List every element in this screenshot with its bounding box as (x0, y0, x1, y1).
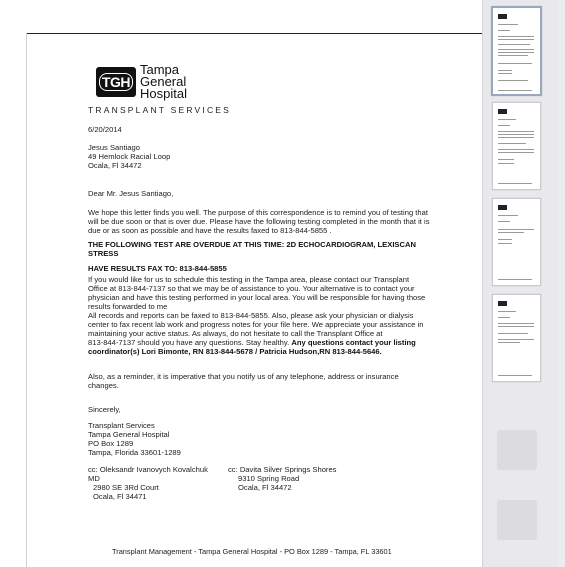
department-heading: TRANSPLANT SERVICES (88, 105, 232, 115)
thumbnail-logo (498, 109, 507, 114)
cc1-line: Ocala, Fl 34471 (93, 492, 147, 501)
sidebar-scrollbar[interactable] (557, 0, 565, 567)
thumbnail-logo (498, 301, 507, 306)
tgh-logo-name: Tampa General Hospital (140, 62, 187, 101)
page-thumbnail-3[interactable] (492, 198, 541, 286)
coordinator-contacts: coordinator(s) Lori Bimonte, RN 813-844-5678 / Patricia Hudson,RN 813-844-5646. (88, 347, 382, 356)
recipient-street: 49 Hemlock Racial Loop (88, 152, 171, 161)
page-thumbnail-sidebar (482, 0, 565, 567)
para1-line: due or as soon as possible and have the results faxed to 813-844-5855 . (88, 226, 332, 235)
para2-line: results forwarded to me (88, 302, 168, 311)
sender-line: PO Box 1289 (88, 439, 134, 448)
sender-line: Transplant Services (88, 421, 155, 430)
fax-heading: HAVE RESULTS FAX TO: 813-844-5855 (88, 264, 227, 273)
letter-date: 6/20/2014 (88, 125, 122, 134)
para2-line: If you would like for us to schedule this testing in the Tampa area, please contact our Transplant (88, 275, 410, 284)
para1-line: We hope this letter finds you well. The purpose of this correspondence is to remind you of testing that (88, 208, 428, 217)
cc1-line: cc: Oleksandr Ivanovych Kovalchuk (88, 465, 208, 474)
reminder-line: changes. (88, 381, 119, 390)
para2-line: 813-844-7137 should you have any questions. Stay healthy. Any questions contact your listing (88, 338, 416, 347)
para2-line: maintaining your active status. As always, do not hesitate to call the Transplant Office at (88, 329, 383, 338)
para1-line: will be due soon or that is over due. Please have the following testing completed in the month that it is (88, 217, 430, 226)
faded-thumbnail (497, 430, 537, 470)
tgh-logo-mark: TGH (96, 67, 136, 97)
sender-line: Tampa General Hospital (88, 430, 170, 439)
cc1-line: 2980 SE 3Rd Court (93, 483, 159, 492)
para2-line: physician and have this testing performed in your local area. You will be responsible for having those (88, 293, 426, 302)
page-top-edge (26, 33, 482, 34)
page-thumbnail-2[interactable] (492, 102, 541, 190)
cc2-line: 9310 Spring Road (238, 474, 300, 483)
para2-line: All records and reports can be faxed to 813-844-5855. Also, please ask your physician or dialysis (88, 311, 414, 320)
cc1-line: MD (88, 474, 100, 483)
overdue-notice: STRESS (88, 249, 119, 258)
cc2-line: cc: Davita Silver Springs Shores (228, 465, 337, 474)
page-footer: Transplant Management - Tampa General Hospital - PO Box 1289 - Tampa, FL 33601 (112, 547, 392, 556)
page-left-edge (26, 33, 27, 567)
thumbnail-logo (498, 14, 507, 19)
tgh-logo (96, 64, 187, 100)
para2-line: Office at 813-844-7137 so that we may be of assistance to you. Your alternative is to contact your (88, 284, 415, 293)
sender-line: Tampa, Florida 33601-1289 (88, 448, 181, 457)
thumbnail-logo (498, 205, 507, 210)
closing: Sincerely, (88, 405, 121, 414)
faded-thumbnail (497, 500, 537, 540)
recipient-city: Ocala, Fl 34472 (88, 161, 142, 170)
page-thumbnail-4[interactable] (492, 294, 541, 382)
para2-line: center to fax recent lab work and progress notes for your file here. We appreciate your assistance in (88, 320, 424, 329)
salutation: Dear Mr. Jesus Santiago, (88, 189, 174, 198)
reminder-line: Also, as a reminder, it is imperative that you notify us of any telephone, address or insurance (88, 372, 399, 381)
page-thumbnail-1[interactable] (491, 6, 542, 96)
overdue-notice: THE FOLLOWING TEST ARE OVERDUE AT THIS TIME: 2D ECHOCARDIOGRAM, LEXISCAN (88, 240, 416, 249)
recipient-name: Jesus Santiago (88, 143, 140, 152)
cc2-line: Ocala, Fl 34472 (238, 483, 292, 492)
